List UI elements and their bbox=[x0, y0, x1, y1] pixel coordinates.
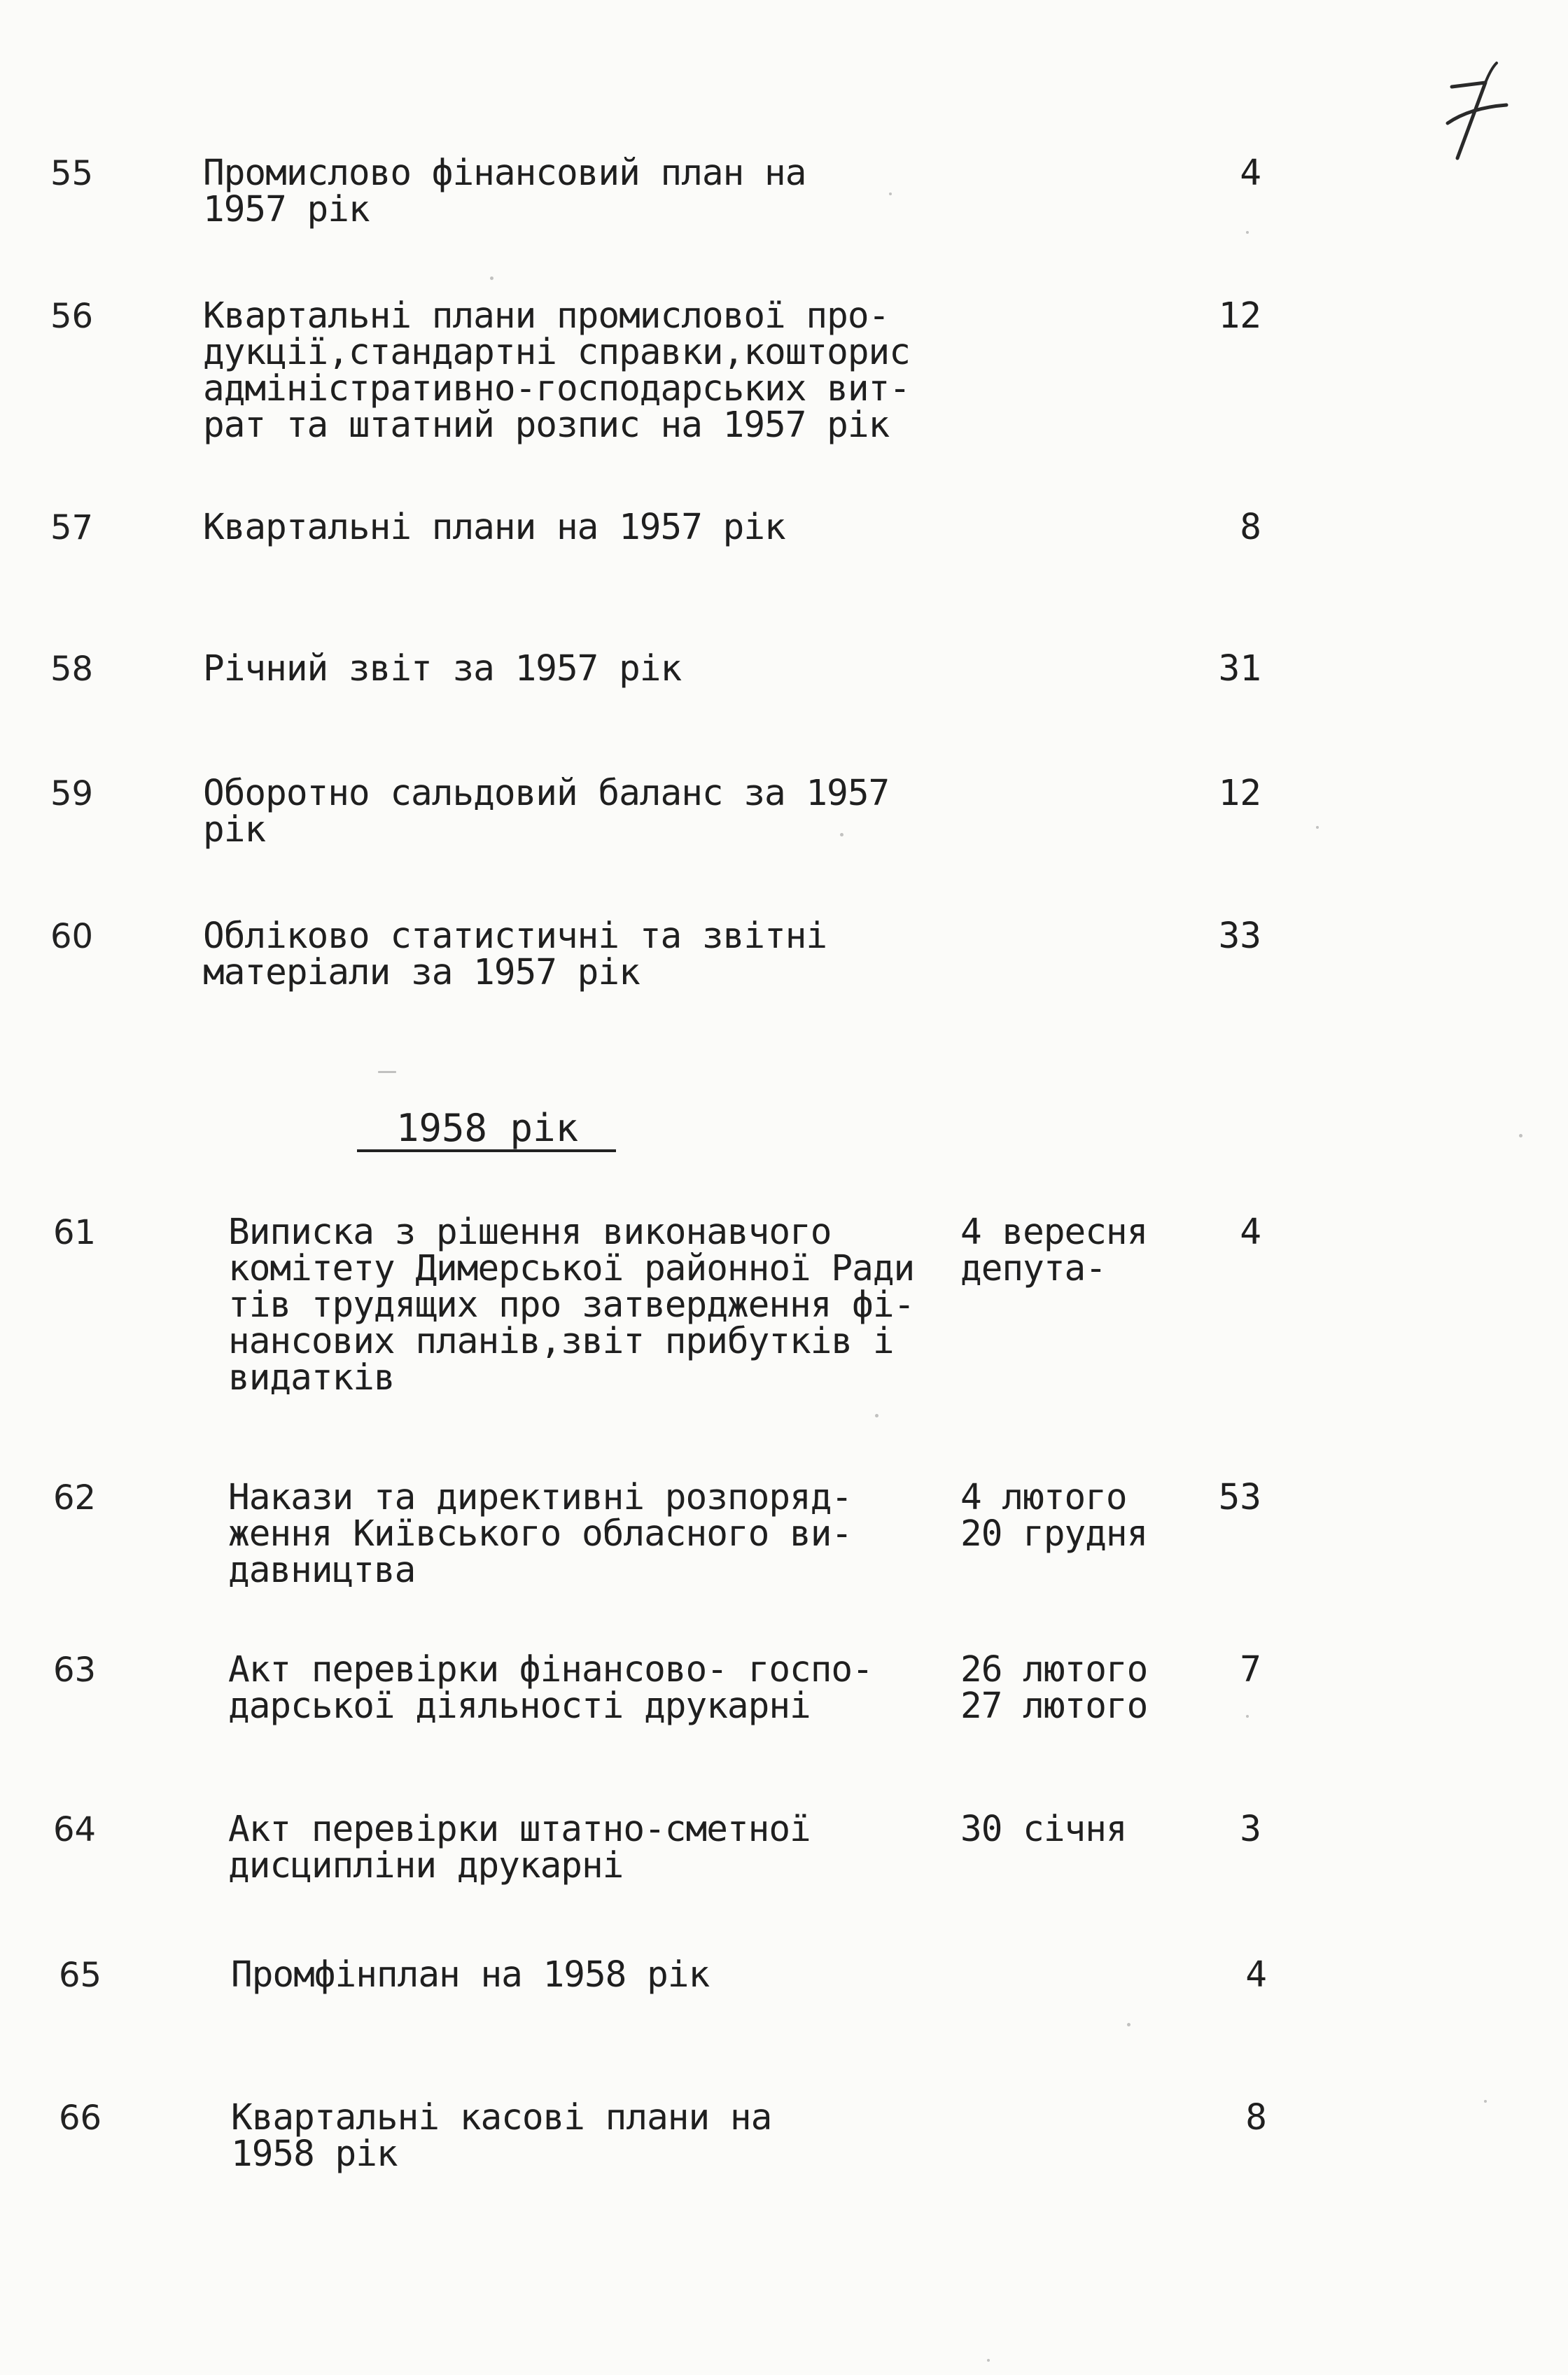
paper-speck bbox=[987, 2359, 990, 2362]
entry-title: Квартальні плани на 1957 рік bbox=[203, 507, 785, 548]
paper-speck bbox=[1519, 1134, 1522, 1137]
entry-title: Річний звіт за 1957 рік bbox=[203, 648, 682, 689]
entry-number: 66 bbox=[59, 2099, 102, 2138]
paper-speck bbox=[840, 833, 844, 836]
entry-title: Накази та директивні розпоряд- ження Київського обласного ви- давництва bbox=[228, 1477, 853, 1591]
entry-sheet-count: 12 bbox=[1218, 773, 1261, 814]
paper-speck bbox=[1127, 2023, 1130, 2026]
entry-number: 57 bbox=[50, 508, 94, 547]
handwritten-seven-icon bbox=[1442, 56, 1526, 161]
entry-number: 59 bbox=[50, 774, 94, 813]
paper-speck bbox=[1246, 231, 1249, 234]
entry-title: Оборотно сальдовий баланс за 1957 рік bbox=[203, 773, 890, 850]
entry-title: Акт перевірки фінансово- госпо- дарської діяльності друкарні bbox=[228, 1649, 873, 1727]
entry-date: 26 лютого 27 лютого bbox=[960, 1649, 1148, 1727]
entry-number: 64 bbox=[53, 1810, 97, 1849]
entry-title: Промислово фінансовий план на 1957 рік bbox=[203, 153, 806, 230]
entry-number: 60 bbox=[50, 917, 94, 956]
entry-sheet-count: 4 bbox=[1245, 1954, 1267, 1996]
paper-speck bbox=[889, 192, 892, 195]
entry-sheet-count: 7 bbox=[1240, 1649, 1261, 1690]
entry-date: 4 вересня депута- bbox=[960, 1212, 1148, 1289]
entry-title: Виписка з рішення виконавчого комітету Димерської районної Ради тів трудящих про затвердження фі- нансових планів,звіт прибутків і видатків bbox=[228, 1212, 915, 1399]
folio-number bbox=[1442, 56, 1526, 161]
entry-sheet-count: 8 bbox=[1245, 2097, 1267, 2138]
entry-sheet-count: 8 bbox=[1240, 507, 1261, 548]
entry-title: Акт перевірки штатно-сметної дисципліни друкарні bbox=[228, 1809, 811, 1886]
entry-number: 61 bbox=[53, 1213, 97, 1252]
entry-sheet-count: 4 bbox=[1240, 153, 1261, 194]
paper-speck bbox=[1246, 1715, 1249, 1718]
paper-speck bbox=[1316, 826, 1319, 829]
entry-sheet-count: 12 bbox=[1218, 295, 1261, 337]
entry-date: 30 січня bbox=[960, 1809, 1127, 1850]
paper-speck bbox=[875, 1414, 878, 1417]
entry-title: Обліково статистичні та звітні матеріали за 1957 рік bbox=[203, 916, 827, 993]
entry-number: 55 bbox=[50, 154, 94, 193]
section-year-heading: 1958 рік bbox=[357, 1107, 616, 1152]
entry-number: 58 bbox=[50, 650, 94, 689]
entry-sheet-count: 53 bbox=[1218, 1477, 1261, 1518]
entry-title: Квартальні касові плани на 1958 рік bbox=[231, 2097, 772, 2175]
entry-title: Квартальні плани промислової про- дукції,стандартні справки,кошторис адміністративно-господарських вит- рат та штатний розпис на 1957 рік bbox=[203, 295, 910, 446]
entry-sheet-count: 4 bbox=[1240, 1212, 1261, 1253]
entry-number: 63 bbox=[53, 1651, 97, 1690]
paper-speck bbox=[1484, 2100, 1487, 2103]
entry-number: 62 bbox=[53, 1478, 97, 1518]
paper-speck bbox=[490, 276, 493, 280]
entry-number: 65 bbox=[59, 1956, 102, 1995]
entry-sheet-count: 31 bbox=[1218, 648, 1261, 689]
entry-sheet-count: 33 bbox=[1218, 916, 1261, 957]
entry-title: Промфінплан на 1958 рік bbox=[231, 1954, 710, 1996]
entry-date: 4 лютого 20 грудня bbox=[960, 1477, 1148, 1555]
entry-sheet-count: 3 bbox=[1240, 1809, 1261, 1850]
paper-speck bbox=[378, 1071, 396, 1073]
entry-number: 56 bbox=[50, 297, 94, 336]
